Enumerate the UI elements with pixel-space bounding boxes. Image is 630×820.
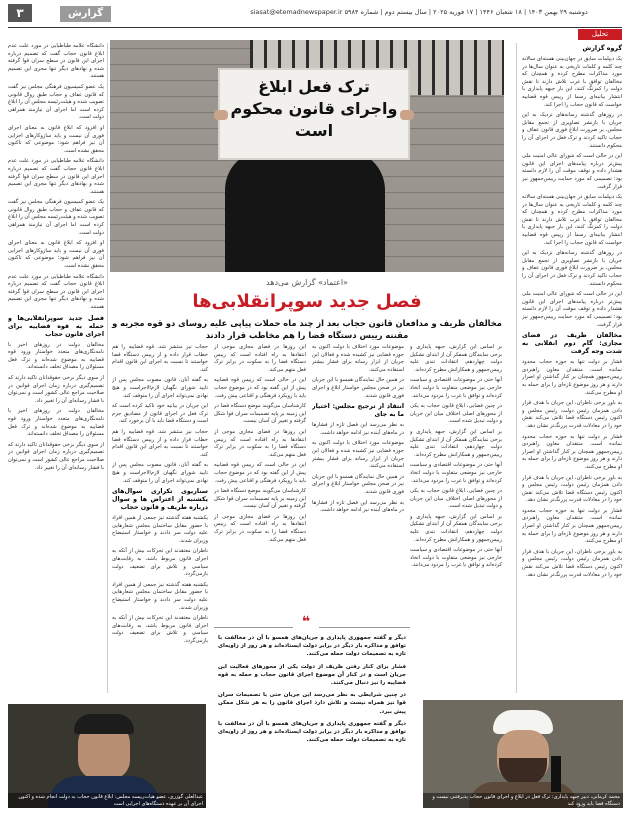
left-paragraph: مخالفان دولت در روزهای اخیر با نامه‌نگاری‌های متعدد خواستار ورود قوه قضاییه به موضوع شده‌اند و ترک فعل مسئولان را مصداق تخلف دانسته‌اند. bbox=[8, 341, 104, 371]
body-paragraph: این جریان در بیانیه خود تاکید کرده است که ترک فعل در اجرای قانون از مصادیق جرم است و دستگاه قضا باید با آن برخورد کند. bbox=[112, 403, 208, 425]
site-email[interactable]: siasat@etemadnewspaper.ir bbox=[250, 8, 343, 16]
column-divider bbox=[516, 43, 517, 693]
left-paragraph: از سوی دیگر برخی حقوقدانان تاکید دارند که تصمیم‌گیری درباره زمان اجرای قوانین در صلاحیت مراجع عالی کشور است و نمی‌توان با فشار رسانه‌ای آن را تغییر داد. bbox=[8, 441, 104, 471]
section-title: گزارش bbox=[60, 6, 111, 22]
right-paragraph: به باور برخی ناظران، این جریان با هدف قرار دادن همزمان رئیس دولت، رئیس مجلس و اکنون رئیس دستگاه قضا تلاش می‌کند نقش خود را در معادلات قدرت پررنگ‌تر نشان دهد. bbox=[522, 548, 622, 578]
left-paragraph: مخالفان دولت در روزهای اخیر با نامه‌نگاری‌های متعدد خواستار ورود قوه قضاییه به موضوع شده‌اند و ترک فعل مسئولان را مصداق تخلف دانسته‌اند. bbox=[8, 408, 104, 438]
body-paragraph: این در حالی است که رییس قوه قضاییه پیش از این گفته بود که در موضوع حجاب باید با رویکرد فرهنگی و اقناعی پیش رفت. bbox=[214, 462, 306, 484]
body-paragraph: یکشنبه هفته گذشته نیز جمعی از همین افراد با حضور مقابل ساختمان مجلس شعارهایی علیه دولت سر دادند و خواستار استیضاح وزیران شدند. bbox=[112, 515, 208, 544]
left-paragraph: او افزود که ابلاغ قانون به معنای اجرای فوری آن نیست و باید سازوکارهای اجرایی آن نیز فراهم شود؛ موضوعی که تاکنون محقق نشده است. bbox=[8, 240, 104, 270]
body-paragraph: به نظر می‌رسد این فصل تازه از فشارها در ماه‌های آینده نیز ادامه خواهد داشت. bbox=[312, 499, 404, 514]
left-paragraph: یک عضو کمیسیون فرهنگی مجلس نیز گفت که قانون عفاف و حجاب طبق روال قانونی تصویب شده و هیئت‌رئیسه مجلس آن را ابلاغ کرده است اما اجرای آن نیازمند همراهی دولت است. bbox=[8, 83, 104, 121]
body-paragraph: کارشناسان می‌گویند موضع دستگاه قضا در این زمینه بر پایه تصمیمات سران قوا شکل گرفته و تغییر آن آسان نیست. bbox=[214, 488, 306, 510]
issue-date: دوشنبه ۲۹ بهمن ۱۴۰۳ | ۱۸ شعبان ۱۴۴۶ | ۱۷ فوریه ۲۰۲۵ | سال بیستم دوم | شماره ۵۹۸۴ bbox=[344, 8, 588, 16]
hand bbox=[214, 110, 228, 120]
body-paragraph: در چنین فضایی، ابلاغ قانون حجاب به یکی از محورهای اصلی اختلاف میان این جریان و دولت تبدیل شده است. bbox=[410, 403, 502, 425]
body-paragraph: کارشناسان می‌گویند موضع دستگاه قضا در این زمینه بر پایه تصمیمات سران قوا شکل گرفته و تغییر آن آسان نیست. bbox=[214, 403, 306, 425]
right-paragraph: فشار بر دولت تنها به حوزه حجاب محدود نمانده است. منتقدان معاون راهبردی رییس‌جمهور همچنان بر کنار گذاشتن او اصرار دارند و هر روز موضوع تازه‌ای را برای حمله به او مطرح می‌کنند. bbox=[522, 359, 622, 396]
body-paragraph: ناظران معتقدند این تحرکات بیش از آنکه به اجرای قانون مربوط باشد، به رقابت‌های سیاسی و تلاش برای تضعیف دولت بازمی‌گردد. bbox=[112, 548, 208, 578]
body-paragraph: بر اساس این گزارش، جبهه پایداری و برخی نمایندگان همفکر آن از ابتدای تشکیل دولت چهاردهم، انتقادات تندی علیه رییس‌جمهور و همکارانش مطرح کرده‌اند. bbox=[410, 344, 502, 373]
portrait-photo-right bbox=[423, 700, 623, 808]
right-paragraph: فشار بر دولت تنها به حوزه حجاب محدود نمانده است. منتقدان معاون راهبردی رییس‌جمهور همچنان بر کنار گذاشتن او اصرار دارند و هر روز موضوع تازه‌ای را برای حمله به او مطرح می‌کنند. bbox=[522, 507, 622, 545]
right-paragraph: به باور برخی ناظران، این جریان با هدف قرار دادن همزمان رئیس دولت، رئیس مجلس و اکنون رئیس دستگاه قضا تلاش می‌کند نقش خود را در معادلات قدرت پررنگ‌تر نشان دهد. bbox=[522, 474, 622, 504]
microphone-icon bbox=[551, 756, 561, 792]
photo-caption: محمد کرمانی، دبیر جبهه پایداری: ترک فعل در ابلاغ و اجرای قانون حجاب پذیرفتنی نیست و دستگاه قضا باید ورود کند bbox=[423, 793, 623, 808]
right-paragraph: یک دیپلمات سابق در جهان‌بینی هسته‌ای سالانه چند کلمه و کلمات تاریخی به عنوان سال‌ها در مورد مذاکرات مطرح کرده و همچنان که مخالفان توافق با غرب تلاش دارند تا نقش دولت را کمرنگ کنند، این بار جبهه پایداری با انتشار بیانیه‌ای رسما از رییس قوه قضاییه خواست که قانون حجاب را اجرا کند. bbox=[522, 194, 622, 246]
middle-column-a bbox=[112, 344, 208, 696]
body-paragraph: این روزها در فضای مجازی موجی از انتقادها به راه افتاده است که رییس دستگاه قضا را به سکوت در برابر ترک فعل متهم می‌کند. bbox=[214, 344, 306, 373]
body-paragraph: حجاب نیز منتشر شد. قوه قضاییه را هم خطاب قرار داده و از رییس دستگاه قضا خواستند تا نسبت به اجرای این قانون اقدام کند. bbox=[112, 344, 208, 373]
body-paragraph: آنها حتی در موضوعات اقتصادی و سیاست خارجی نیز موضعی متفاوت با دولت اتخاذ کرده‌اند و توافق با غرب را مردود می‌دانند. bbox=[410, 377, 502, 399]
body-paragraph: ناظران معتقدند این تحرکات بیش از آنکه به اجرای قانون مربوط باشد، به رقابت‌های سیاسی و تلاش برای تضعیف دولت بازمی‌گردد. bbox=[112, 615, 208, 644]
column-subtitle: انتقاد از ترجیح مجلس: اختیار ما به جای bbox=[312, 403, 404, 419]
hair bbox=[74, 714, 134, 734]
body-paragraph: در چنین فضایی، ابلاغ قانون حجاب به یکی از محورهای اصلی اختلاف میان این جریان و دولت تبدیل شده است. bbox=[410, 488, 502, 510]
left-paragraph: از سوی دیگر برخی حقوقدانان تاکید دارند که تصمیم‌گیری درباره زمان اجرای قوانین در صلاحیت مراجع عالی کشور است و نمی‌توان با فشار رسانه‌ای آن را تغییر داد. bbox=[8, 374, 104, 404]
pull-quote-paragraph: فشار برای کنار رفتن ظریف از دولت یکی از محورهای فعالیت این جریان است و در کنار آن موضوع اجرای قانون حجاب و حمله به قوه قضاییه را نیز دنبال می‌کنند. bbox=[218, 663, 406, 687]
hand bbox=[400, 110, 414, 120]
pull-quote-paragraph: دیگر و گفته جمهوری پایداری و جریان‌های همسو با آن در مخالفت با توافق و مذاکره بار دیگر در برابر دولت ایستاده‌اند و هر روز از زاویه‌ای تازه به تصمیمات دولت حمله می‌کنند. bbox=[218, 635, 406, 658]
middle-column-b bbox=[214, 344, 306, 616]
body-paragraph: آنها حتی در موضوعات اقتصادی و سیاست خارجی نیز موضعی متفاوت با دولت اتخاذ کرده‌اند و توافق با غرب را مردود می‌دانند. bbox=[410, 547, 502, 569]
byline: گروه گزارش bbox=[582, 45, 622, 52]
right-paragraph: این در حالی است که شورای عالی امنیت ملی پیش‌تر درباره پیامدهای اجرای این قانون هشدار داده و توقف موقت آن را لازم دانسته بود؛ تصمیمی که مورد حمایت رییس‌جمهور نیز قرار گرفت. bbox=[522, 291, 622, 328]
right-paragraph: به باور برخی ناظران، این جریان با هدف قرار دادن همزمان رئیس دولت، رئیس مجلس و اکنون رئیس دستگاه قضا تلاش می‌کند نقش خود را در معادلات قدرت پررنگ‌تر نشان دهد. bbox=[522, 400, 622, 429]
right-paragraph: در روزهای گذشته رسانه‌های نزدیک به این جریان با بازنشر تصاویری از تجمع مقابل مجلس، بر ضرورت ابلاغ فوری قانون عفاف و حجاب تاکید کردند و ترک فعل در اجرای آن را محکوم دانستند. bbox=[522, 250, 622, 287]
sign-line: واجرای قانون محکوم bbox=[230, 99, 398, 118]
sign-line: ترک فعل ابلاغ bbox=[258, 77, 370, 96]
subheadline: مخالفان ظریف و مدافعان قانون حجاب بعد از چند ماه حملات پیاپی علیه روسای دو قوه مجریه و مقننه رییس دستگاه قضا را هم مخاطب قرار دادند bbox=[112, 318, 502, 340]
right-paragraph: این در حالی است که شورای عالی امنیت ملی پیش‌تر درباره پیامدهای اجرای این قانون هشدار داده و توقف موقت آن را لازم دانسته بود؛ تصمیمی که مورد حمایت رییس‌جمهور نیز قرار گرفت. bbox=[522, 153, 622, 190]
right-column bbox=[522, 43, 622, 698]
left-paragraph: دانشگاه علامه طباطبایی در مورد علت عدم ابلاغ قانون حجاب گفت که تصمیم درباره اجرای این قانون در سطح سران قوا گرفته شده و نهادهای دیگر تنها مجری این تصمیم هستند. bbox=[8, 158, 104, 195]
body-paragraph: این روزها در فضای مجازی موجی از انتقادها به راه افتاده است که رییس دستگاه قضا را به سکوت در برابر ترک فعل متهم می‌کند. bbox=[214, 513, 306, 543]
body-paragraph: در همین حال نمایندگان همسو با این جریان نیز در صحن مجلس خواستار ابلاغ و اجرای فوری قانون شدند. bbox=[312, 473, 404, 495]
body-paragraph: به گفته آنان، قانون مصوب مجلس پس از تایید شورای نگهبان لازم‌الاجراست و هیچ نهادی نمی‌تواند اجرای آن را متوقف کند. bbox=[112, 462, 208, 484]
left-paragraph: دانشگاه علامه طباطبایی در مورد علت عدم ابلاغ قانون حجاب گفت که تصمیم درباره اجرای این قانون در سطح سران قوا گرفته شده و نهادهای دیگر تنها مجری این تصمیم هستند. bbox=[8, 43, 104, 80]
protest-sign bbox=[218, 68, 410, 160]
pull-quote-paragraph: در چنین شرایطی به نظر می‌رسد این جریان حتی با تصمیمات سران قوا نیز همراه نیست و تلاش دارد اجرای قانون را به هر شکل ممکن پیش ببرد. bbox=[218, 692, 406, 715]
page-number: ۳ bbox=[8, 4, 32, 22]
column-subtitle: سناریوی تکراری سوال‌های یکشنبه از اعتراض ها و سوال درباره طریف و قانون حجاب bbox=[112, 488, 208, 512]
body-paragraph: یکشنبه هفته گذشته نیز جمعی از همین افراد با حضور مقابل ساختمان مجلس شعارهایی علیه دولت سر دادند و خواستار استیضاح وزیران شدند. bbox=[112, 581, 208, 611]
protester-figure bbox=[225, 150, 385, 272]
body-paragraph: بر اساس این گزارش، جبهه پایداری و برخی نمایندگان همفکر آن از ابتدای تشکیل دولت چهاردهم، انتقادات تندی علیه رییس‌جمهور و همکارانش مطرح کرده‌اند. bbox=[410, 513, 502, 543]
pull-quote bbox=[214, 627, 410, 812]
body-paragraph: به نظر می‌رسد این فصل تازه از فشارها در ماه‌های آینده نیز ادامه خواهد داشت. bbox=[312, 422, 404, 436]
left-subtitle: فصل جدید سوپرانقلابی‌ها و حمله به قوه قضاییه برای اجرای قانون حجاب bbox=[8, 314, 104, 338]
quote-icon: ❝ bbox=[293, 615, 319, 629]
body-paragraph: موضوعات مورد اختلاف با دولت اکنون به حوزه قضایی نیز کشیده شده و فعالان این جریان از ابزار رسانه برای فشار بیشتر استفاده می‌کنند. bbox=[312, 440, 404, 470]
pull-quote-paragraph: دیگر و گفته جمهوری پایداری و جریان‌های همسو با آن در مخالفت با توافق و مذاکره بار دیگر در برابر دولت ایستاده‌اند و هر روز از زاویه‌ای تازه به تصمیمات دولت حمله می‌کنند. bbox=[218, 720, 406, 744]
protest-photo bbox=[110, 40, 504, 272]
body-paragraph: موضوعات مورد اختلاف با دولت اکنون به حوزه قضایی نیز کشیده شده و فعالان این جریان از ابزار رسانه برای فشار بیشتر استفاده می‌کنند. bbox=[312, 344, 404, 373]
page-header bbox=[0, 0, 630, 26]
column-divider bbox=[107, 43, 108, 693]
right-paragraph: فشار بر دولت تنها به حوزه حجاب محدود نمانده است. منتقدان معاون راهبردی رییس‌جمهور همچنان بر کنار گذاشتن او اصرار دارند و هر روز موضوع تازه‌ای را برای حمله به او مطرح می‌کنند. bbox=[522, 433, 622, 470]
left-paragraph: دانشگاه علامه طباطبایی در مورد علت عدم ابلاغ قانون حجاب گفت که تصمیم درباره اجرای این قانون در سطح سران قوا گرفته شده و نهادهای دیگر تنها مجری این تصمیم هستند. bbox=[8, 273, 104, 310]
body-paragraph: آنها حتی در موضوعات اقتصادی و سیاست خارجی نیز موضعی متفاوت با دولت اتخاذ کرده‌اند و توافق با غرب را مردود می‌دانند. bbox=[410, 462, 502, 484]
analysis-tag: تحلیل bbox=[578, 29, 622, 40]
body-paragraph: این روزها در فضای مجازی موجی از انتقادها به راه افتاده است که رییس دستگاه قضا را به سکوت در برابر ترک فعل متهم می‌کند. bbox=[214, 428, 306, 458]
left-paragraph: او افزود که ابلاغ قانون به معنای اجرای فوری آن نیست و باید سازوکارهای اجرایی آن نیز فراهم شود؛ موضوعی که تاکنون محقق نشده است. bbox=[8, 124, 104, 154]
body-paragraph: به گفته آنان، قانون مصوب مجلس پس از تایید شورای نگهبان لازم‌الاجراست و هیچ نهادی نمی‌تواند اجرای آن را متوقف کند. bbox=[112, 377, 208, 399]
header-rule bbox=[8, 27, 622, 28]
headline: فصل جدید سوپرانقلابی‌ها bbox=[192, 291, 422, 312]
photo-caption: عبدالعلی گوزری، عضو هیات‌رییسه مجلس: ابلاغ قانون حجاب به دولت انجام شده و اکنون اجرای آن بر عهده دستگاه‌های اجرایی است bbox=[8, 793, 206, 808]
body-paragraph: حجاب نیز منتشر شد. قوه قضاییه را هم خطاب قرار داده و از رییس دستگاه قضا خواستند تا نسبت به اجرای این قانون اقدام کند. bbox=[112, 428, 208, 458]
middle-column-d bbox=[410, 344, 502, 696]
date-line bbox=[210, 8, 620, 16]
middle-column-c bbox=[312, 344, 404, 616]
body-paragraph: این در حالی است که رییس قوه قضاییه پیش از این گفته بود که در موضوع حجاب باید با رویکرد فرهنگی و اقناعی پیش رفت. bbox=[214, 377, 306, 399]
sign-line: است bbox=[294, 121, 334, 140]
left-column bbox=[8, 43, 104, 698]
right-paragraph: در روزهای گذشته رسانه‌های نزدیک به این جریان با بازنشر تصاویری از تجمع مقابل مجلس، بر ضرورت ابلاغ فوری قانون عفاف و حجاب تاکید کردند و ترک فعل در اجرای آن را محکوم دانستند. bbox=[522, 112, 622, 149]
kicker: «اعتماد» گزارش می‌دهد bbox=[266, 278, 348, 287]
left-paragraph: یک عضو کمیسیون فرهنگی مجلس نیز گفت که قانون عفاف و حجاب طبق روال قانونی تصویب شده و هیئت‌رئیسه مجلس آن را ابلاغ کرده است اما اجرای آن نیازمند همراهی دولت است. bbox=[8, 199, 104, 236]
body-paragraph: بر اساس این گزارش، جبهه پایداری و برخی نمایندگان همفکر آن از ابتدای تشکیل دولت چهاردهم، انتقادات تندی علیه رییس‌جمهور و همکارانش مطرح کرده‌اند. bbox=[410, 428, 502, 458]
portrait-photo-left bbox=[8, 704, 206, 808]
right-subtitle: مخالفان ظریف در فضای مجازی: گام دوم انقلابی به شدت وجه گرفت bbox=[522, 332, 622, 356]
right-paragraph: یک دیپلمات سابق در جهان‌بینی هسته‌ای سالانه چند کلمه و کلمات تاریخی به عنوان سال‌ها در مورد مذاکرات مطرح کرده و همچنان که مخالفان توافق با غرب تلاش دارند تا نقش دولت را کمرنگ کنند، این بار جبهه پایداری با انتشار بیانیه‌ای رسما از رییس قوه قضاییه خواست که قانون حجاب را اجرا کند. bbox=[522, 56, 622, 108]
body-paragraph: در همین حال نمایندگان همسو با این جریان نیز در صحن مجلس خواستار ابلاغ و اجرای فوری قانون شدند. bbox=[312, 377, 404, 399]
